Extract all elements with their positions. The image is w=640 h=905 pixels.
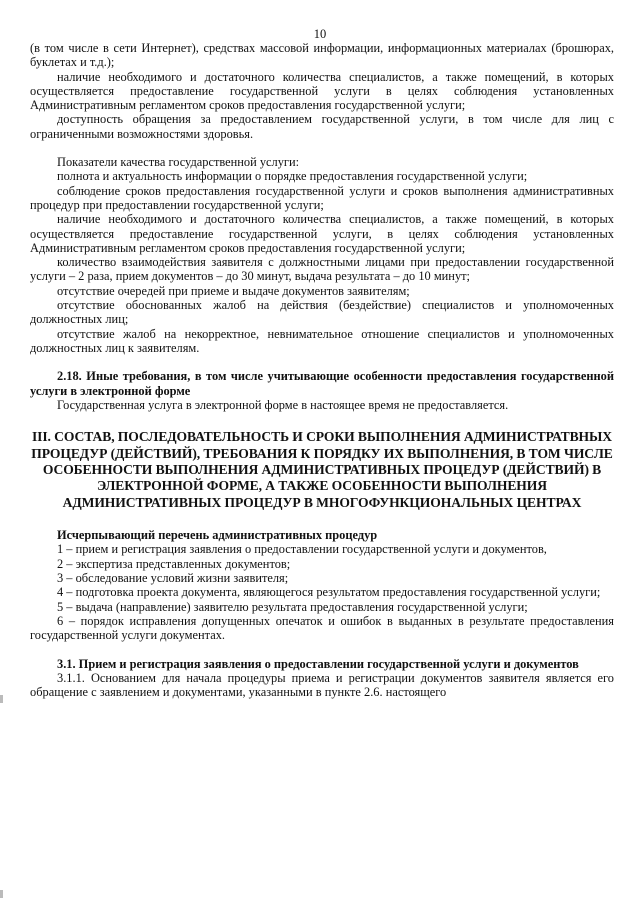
section-3-title: III. СОСТАВ, ПОСЛЕДОВАТЕЛЬНОСТЬ И СРОКИ ВЫПОЛНЕНИЯ АДМИНИСТРАТВНЫХ ПРОЦЕДУР (ДЕЙСТВИЙ), ТРЕБОВАНИЯ К ПОРЯДКУ ИХ ВЫПОЛНЕНИЯ, В ТОМ ЧИСЛЕ ОСОБЕННОСТИ ВЫПОЛНЕНИЯ АДМИНИСТРАТИВНЫХ ПРОЦЕДУР (ДЕЙСТВИЙ) В ЭЛЕКТРОННОЙ ФОРМЕ, А ТАКЖЕ ОСОБЕННОСТИ ВЫПОЛНЕНИЯ АДМИНИСТРАТИВНЫХ ПРОЦЕДУР В МНОГОФУНКЦИОНАЛЬНЫХ ЦЕНТРАХ xyxy=(31,429,613,510)
procedure-item: 4 – подготовка проекта документа, являющегося результатом предоставления государственной услуги; xyxy=(57,585,601,600)
quality-item: наличие необходимого и достаточного количества специалистов, а также помещений, в которых осуществляется предоставление государственной услуги, в целях соблюдения установленных Административным регламентом сроков предоставления государственной услуги; xyxy=(30,212,614,255)
section-3-1-text: 3.1.1. Основанием для начала процедуры приема и регистрации документов заявителя является его обращение с заявлением и документами, указанными в пункте 2.6. настоящего xyxy=(30,670,614,700)
paragraph-staff-premises: наличие необходимого и достаточного количества специалистов, а также помещений, в которых осуществляется предоставление государственной услуги в целях соблюдения установленных Административным регламентом сроков предоставления государственной услуги; xyxy=(30,69,614,113)
quality-item: соблюдение сроков предоставления государственной услуги и сроков выполнения административных процедур при предоставлении государственной услуги; xyxy=(30,183,614,212)
paragraph-accessibility: доступность обращения за предоставлением государственной услуги, в том числе для лиц с ограниченными возможностями здоровья. xyxy=(30,112,614,141)
document-body xyxy=(30,41,614,699)
quality-item: отсутствие очередей при приеме и выдаче документов заявителям; xyxy=(57,283,410,298)
procedure-item: 2 – экспертиза представленных документов; xyxy=(57,556,291,571)
page-number: 10 xyxy=(313,27,327,41)
quality-item: отсутствие жалоб на некорректное, невнимательное отношение специалистов и уполномоченных должностных лиц к заявителям. xyxy=(30,326,614,355)
section-2-18-text: Государственная услуга в электронной форме в настоящее время не предоставляется. xyxy=(57,397,509,412)
scan-margin-mark xyxy=(0,695,3,703)
quality-item: отсутствие обоснованных жалоб на действия (бездействие) специалистов и уполномоченных должностных лиц; xyxy=(30,298,614,327)
scan-margin-mark xyxy=(0,890,3,898)
quality-item: полнота и актуальность информации о порядке предоставления государственной услуги; xyxy=(57,169,528,184)
procedure-item: 6 – порядок исправления допущенных опечаток и ошибок в выданных в результате предоставления государственной услуги документах. xyxy=(30,613,614,643)
procedure-item: 1 – прием и регистрация заявления о предоставлении государственной услуги и документов, xyxy=(57,542,547,557)
procedure-item: 3 – обследование условий жизни заявителя; xyxy=(57,571,289,586)
paragraph-continuation: (в том числе в сети Интернет), средствах массовой информации, информационных материалах (брошюрах, буклетах и т.д.); xyxy=(30,41,614,70)
section-2-18-heading: 2.18. Иные требования, в том числе учитывающие особенности предоставления государственной услуги в электронной форме xyxy=(30,369,614,398)
procedures-heading: Исчерпывающий перечень административных процедур xyxy=(57,528,378,543)
quality-item: количество взаимодействия заявителя с должностными лицами при предоставлении государственной услуги – 2 раза, прием документов – до 30 минут, выдача результата – до 10 минут; xyxy=(30,255,614,284)
procedure-item: 5 – выдача (направление) заявителю результата предоставления государственной услуги; xyxy=(57,599,528,614)
section-3-1-heading: 3.1. Прием и регистрация заявления о предоставлении государственной услуги и документов xyxy=(57,656,579,671)
quality-indicators-title: Показатели качества государственной услуги: xyxy=(57,155,300,170)
